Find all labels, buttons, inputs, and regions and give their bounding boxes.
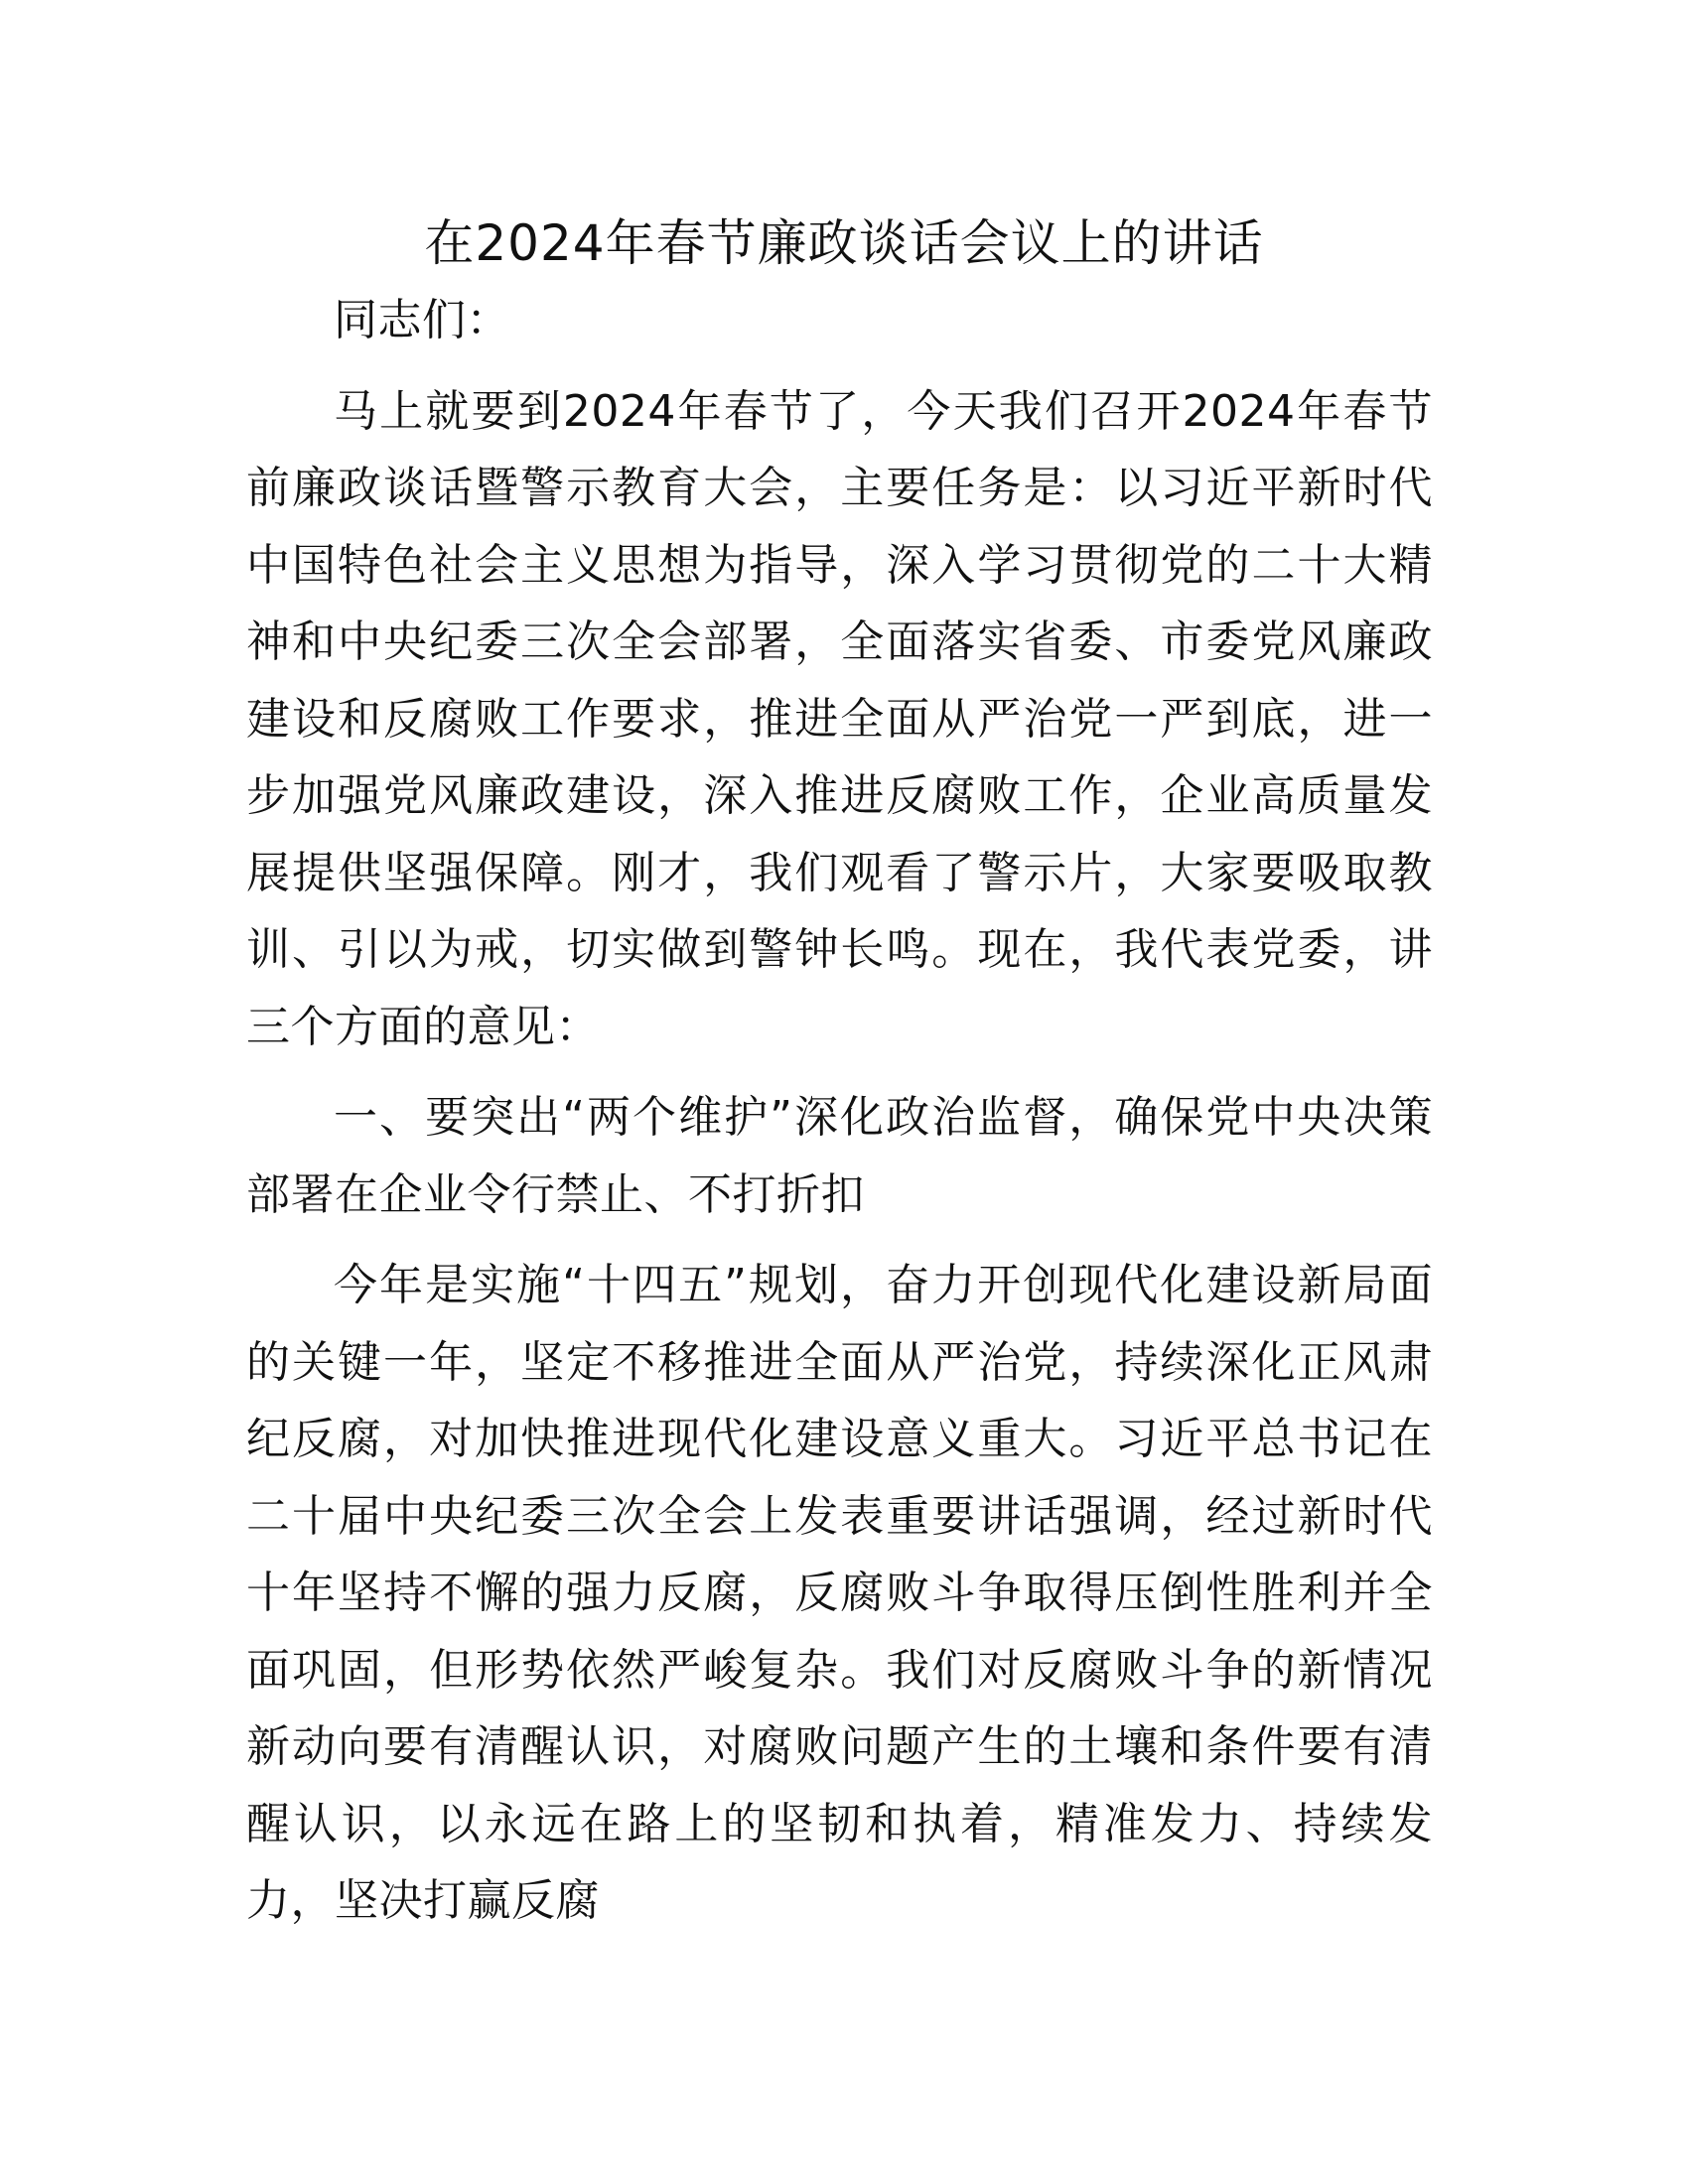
paragraph-section-1: 今年是实施“十四五”规划，奋力开创现代化建设新局面的关键一年，坚定不移推进全面从严治党，持续深化正风肃纪反腐，对加快推进现代化建设意义重大。习近平总书记在二十届中央纪委三次全会上发表重要讲话强调，经过新时代十年坚持不懈的强力反腐，反腐败斗争取得压倒性胜利并全面巩固，但形势依然严峻复杂。我们对反腐败斗争的新情况新动向要有清醒认识，对腐败问题产生的土壤和条件要有清醒认识，以永远在路上的坚韧和执着，精准发力、持续发力，坚决打赢反腐 — [246, 1260, 1433, 1926]
paragraph-intro: 马上就要到2024年春节了，今天我们召开2024年春节前廉政谈话暨警示教育大会，主要任务是：以习近平新时代中国特色社会主义思想为指导，深入学习贯彻党的二十大精神和中央纪委三次全会部署，全面落实省委、市委党风廉政建设和反腐败工作要求，推进全面从严治党一严到底，进一步加强党风廉政建设，深入推进反腐败工作，企业高质量发展提供坚强保障。刚才，我们观看了警示片，大家要吸取教训、引以为戒，切实做到警钟长鸣。现在，我代表党委，讲三个方面的意见： — [246, 385, 1433, 1052]
document-body — [246, 282, 1433, 1954]
document-title: 在2024年春节廉政谈话会议上的讲话 — [424, 214, 1264, 272]
salutation: 同志们： — [334, 295, 510, 345]
section-heading-1: 一、要突出“两个维护”深化政治监督，确保党中央决策部署在企业令行禁止、不打折扣 — [246, 1092, 1433, 1220]
